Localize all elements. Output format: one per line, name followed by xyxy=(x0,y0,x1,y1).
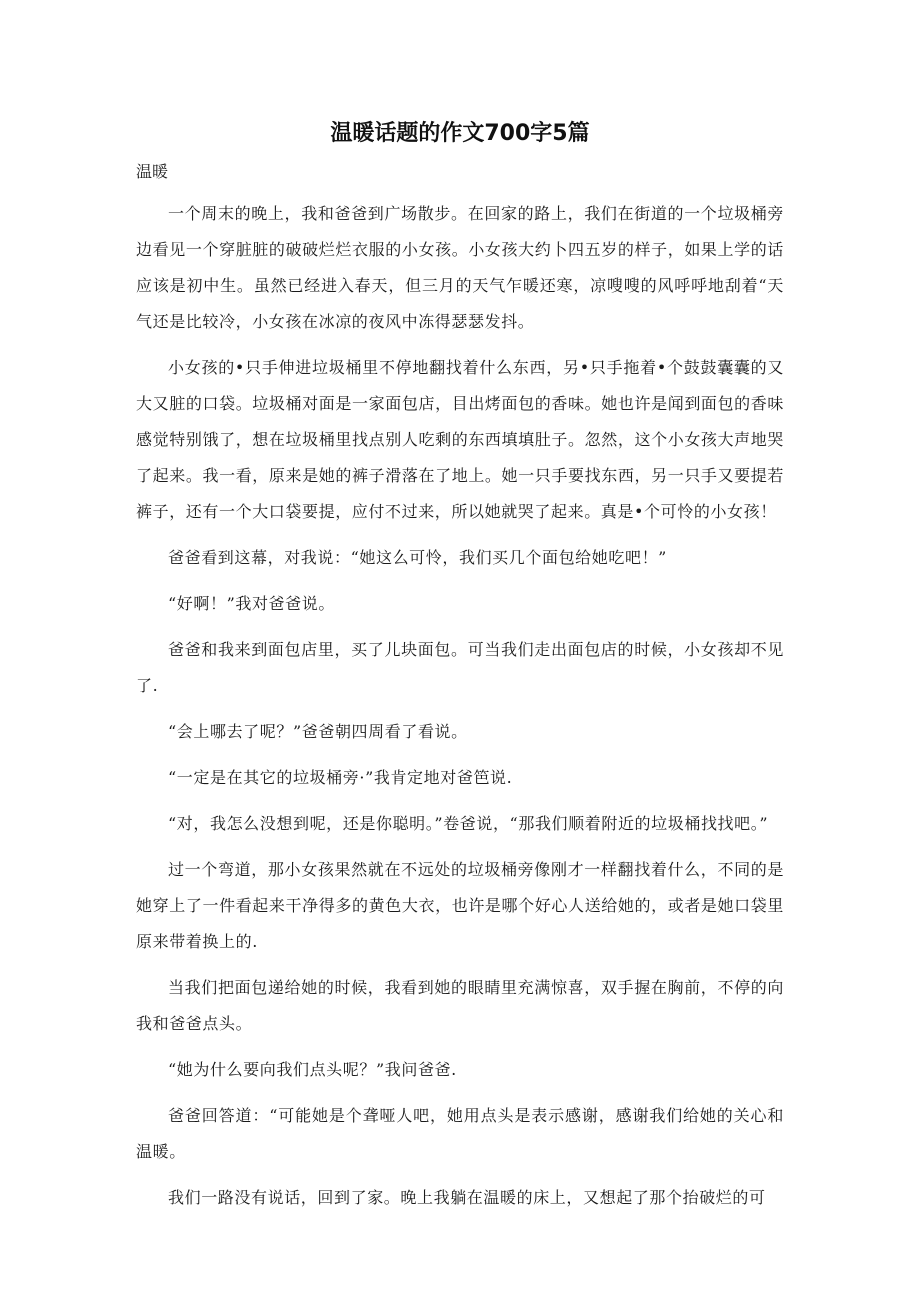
section-heading: 温暖 xyxy=(136,162,169,181)
paragraph: “她为什么要向我们点头呢？”我问爸爸. xyxy=(168,1060,457,1079)
paragraph: “好啊！”我对爸爸说。 xyxy=(168,594,335,613)
paragraph: 当我们把面包递给她的时候，我看到她的眼睛里充满惊喜，双手握在胸前，不停的向我和爸爸点头。 xyxy=(136,978,784,1033)
page-title: 温暖话题的作文700字5篇 xyxy=(330,121,590,146)
paragraph: 爸爸看到这幕，对我说：“她这么可怜，我们买几个面包给她吃吧！” xyxy=(168,548,667,567)
paragraph: 一个周末的晚上，我和爸爸到广场散步。在回家的路上，我们在街道的一个垃圾桶旁边看见一个穿脏脏的破破烂烂衣服的小女孩。小女孩大约卜四五岁的样子，如果上学的话应该是初中生。虽然已经进入春天，但三月的天气乍暖还寒，凉嗖嗖的风呼呼地刮着“天气还是比较冷，小女孩在冰凉的夜风中冻得瑟瑟发抖。 xyxy=(136,204,784,331)
paragraph: 过一个弯道，那小女孩果然就在不远处的垃圾桶旁像刚才一样翻找着什么，不同的是她穿上了一件看起来干净得多的黄色大衣，也许是哪个好心人送给她的，或者是她口袋里原来带着换上的. xyxy=(136,860,784,951)
article-body xyxy=(136,196,784,1226)
paragraph: 小女孩的•只手伸进垃圾桶里不停地翻找着什么东西，另•只手拖着•个鼓鼓囊囊的又大又脏的口袋。垃圾桶对面是一家面包店，目出烤面包的香味。她也许是闻到面包的香味感觉特别饿了，想在垃圾桶里找点别人吃剩的东西填填肚子。忽然，这个小女孩大声地哭了起来。我一看，原来是她的裤子滑落在了地上。她一只手要找东西，另一只手又要提若裤子，还有一个大口袋要提，应付不过来，所以她就哭了起来。真是•个可怜的小女孩！ xyxy=(136,358,784,521)
paragraph: 我们一路没有说话，回到了家。晚上我躺在温暖的床上，又想起了那个抬破烂的可 xyxy=(168,1188,766,1207)
paragraph: “一定是在其它的垃圾桶旁·”我肯定地对爸笆说. xyxy=(168,768,513,787)
paragraph: 爸爸回答道：“可能她是个聋哑人吧，她用点头是表示感谢，感谢我们给她的关心和温暖。 xyxy=(136,1106,784,1161)
paragraph: “对，我怎么没想到呢，还是你聪明。”卷爸说，“那我们顺着附近的垃圾桶找找吧。” xyxy=(168,814,769,833)
paragraph: “会上哪去了呢？”爸爸朝四周看了看说。 xyxy=(168,722,468,741)
paragraph: 爸爸和我来到面包店里，买了儿块面包。可当我们走出面包店的时候，小女孩却不见了. xyxy=(136,640,784,695)
